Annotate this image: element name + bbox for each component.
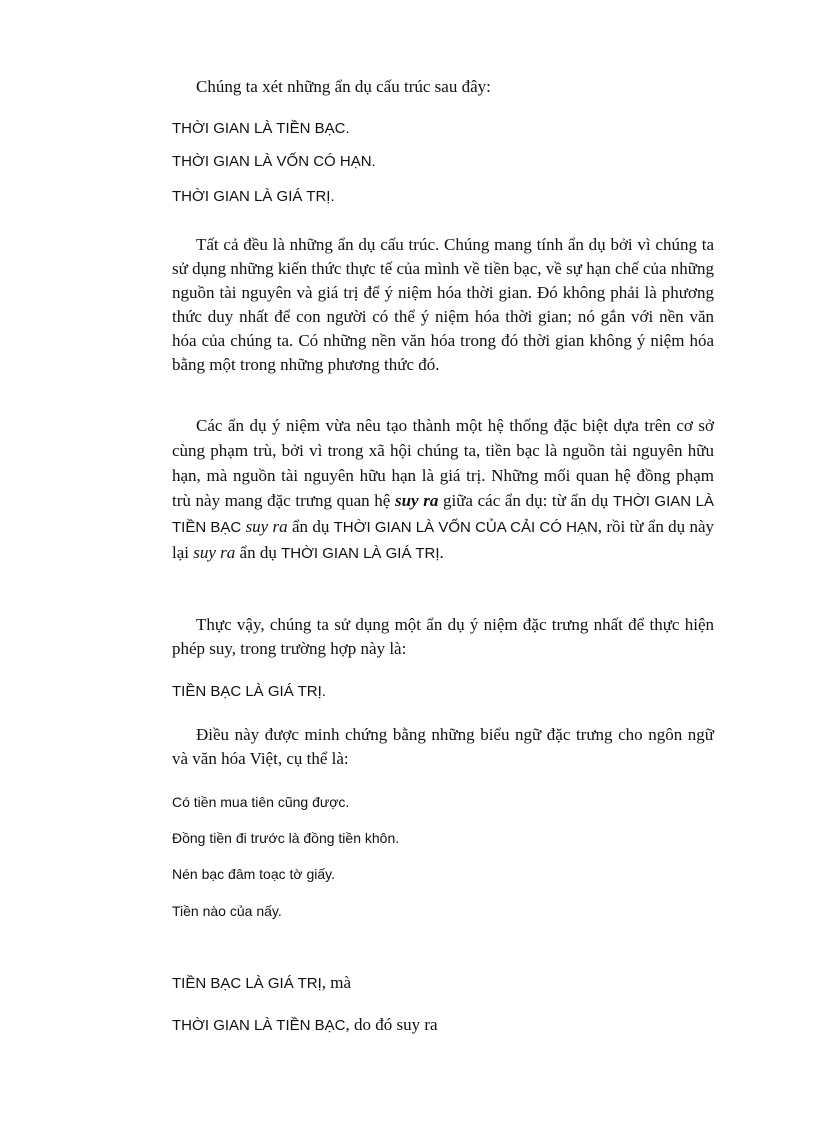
proverb-line: Tiền nào của nấy. [172, 903, 282, 919]
proverb-line: Đồng tiền đi trước là đồng tiền khôn. [172, 830, 400, 846]
paragraph-2: Các ẩn dụ ý niệm vừa nêu tạo thành một hệ thống đặc biệt dựa trên cơ sở cùng phạm trù, bởi vì trong xã hội chúng ta, tiền bạc là nguồn tài nguyên hữu hạn, mà nguồn tài nguyên hữu hạn là giá trị. Những mối quan hệ đồng phạm trù này mang đặc trưng quan hệ suy ra giữa các ẩn dụ: từ ẩn dụ THỜI GIAN LÀ TIỀN BẠC suy ra ẩn dụ THỜI GIAN LÀ VỐN CỦA CẢI CÓ HẠN, rồi từ ẩn dụ này lại suy ra ẩn dụ THỜI GIAN LÀ GIÁ TRỊ. [172, 416, 715, 562]
conclusion-line: TIỀN BẠC LÀ GIÁ TRỊ, mà [172, 973, 352, 992]
paragraph-1: Tất cả đều là những ẩn dụ cấu trúc. Chúng mang tính ẩn dụ bởi vì chúng ta sử dụng những kiến thức thực tế của mình về tiền bạc, về sự hạn chế của những nguồn tài nguyên và giá trị để ý niệm hóa thời gian. Đó không phải là phương thức duy nhất để con người có thể ý niệm hóa thời gian; nó gắn với nền văn hóa của chúng ta. Có những nền văn hóa trong đó thời gian không ý niệm hóa bằng một trong những phương thức đó. [172, 235, 714, 374]
conclusion-line: THỜI GIAN LÀ TIỀN BẠC, do đó suy ra [172, 1015, 438, 1034]
intro-line: Chúng ta xét những ẩn dụ cấu trúc sau đây: [196, 77, 491, 96]
metaphor-line: THỜI GIAN LÀ VỐN CÓ HẠN. [172, 153, 376, 170]
paragraph-3: Thực vậy, chúng ta sử dụng một ẩn dụ ý niệm đặc trưng nhất để thực hiện phép suy, trong trường hợp này là: [172, 615, 714, 658]
metaphor-line: TIỀN BẠC LÀ GIÁ TRỊ. [172, 683, 326, 700]
proverb-line: Nén bạc đâm toạc tờ giấy. [172, 866, 336, 882]
proverb-line: Có tiền mua tiên cũng được. [172, 794, 350, 810]
metaphor-line: THỜI GIAN LÀ GIÁ TRỊ. [172, 188, 335, 205]
paragraph-4: Điều này được minh chứng bằng những biểu ngữ đặc trưng cho ngôn ngữ và văn hóa Việt, cụ thể là: [172, 725, 714, 768]
metaphor-line: THỜI GIAN LÀ TIỀN BẠC. [172, 120, 350, 137]
